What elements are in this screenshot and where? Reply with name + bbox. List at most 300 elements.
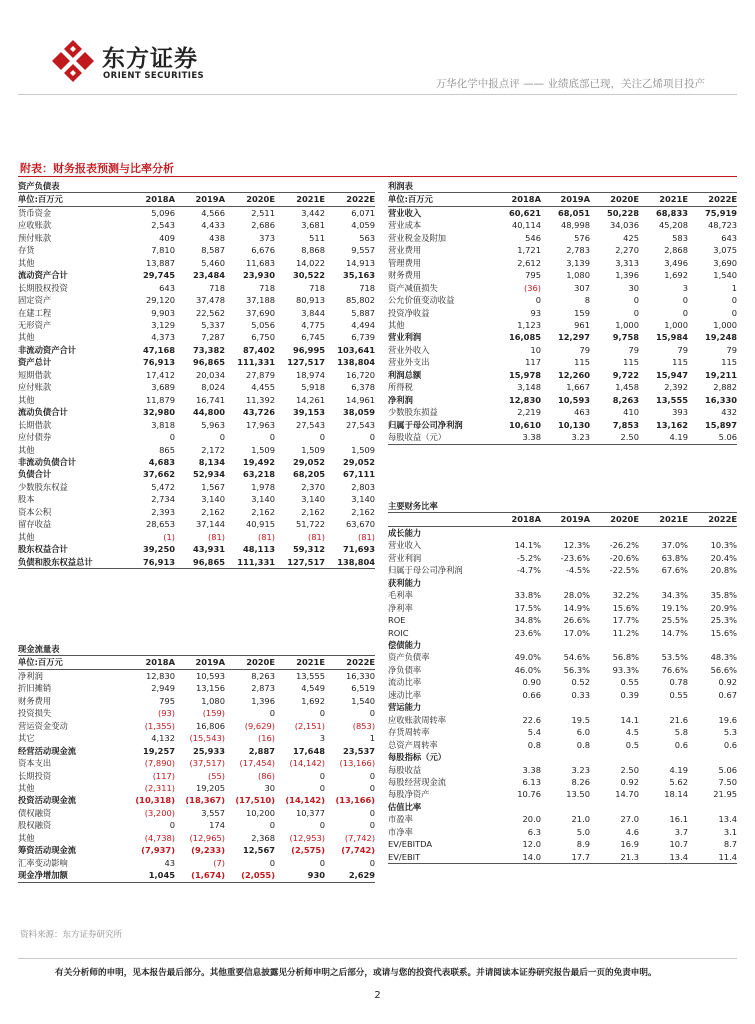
cell-value: (81) xyxy=(307,531,325,542)
cell-value: 29,120 xyxy=(145,295,175,306)
empty-cell xyxy=(492,526,541,539)
cell-value: 2,368 xyxy=(251,832,275,843)
cell-value: 1,396 xyxy=(615,270,639,281)
cell-value: 3,442 xyxy=(301,207,325,218)
cell-value: 16,806 xyxy=(195,720,225,731)
table-row xyxy=(388,294,737,306)
cell-value: 30 xyxy=(264,782,275,793)
row-label: 营业利润 xyxy=(388,332,422,343)
cell-value: 511 xyxy=(309,232,325,243)
cell-value: 40,915 xyxy=(245,519,275,530)
cell-value: 0 xyxy=(269,857,275,868)
row-label: 其他 xyxy=(18,531,35,542)
cell-value: 60,621 xyxy=(508,207,541,218)
cell-value: 80,913 xyxy=(295,295,325,306)
cell-value: 19.6 xyxy=(718,714,738,725)
row-label: 每股经营现金流 xyxy=(388,776,447,787)
cell-value: 12,830 xyxy=(145,670,175,681)
table-row xyxy=(18,807,375,819)
brand-name-cn: 东方证券 xyxy=(102,46,198,72)
row-label: 非流动资产合计 xyxy=(18,344,77,355)
cell-value: 3 xyxy=(319,733,325,744)
table-row xyxy=(18,294,375,306)
table-row xyxy=(18,444,375,456)
cell-value: -26.2% xyxy=(609,540,639,551)
row-label: 投资净收益 xyxy=(388,307,430,318)
cell-value: 47,168 xyxy=(142,344,175,355)
cell-value: 718 xyxy=(209,282,225,293)
cell-value: 5,887 xyxy=(351,307,376,318)
cell-value: 14.70 xyxy=(615,789,639,800)
row-label: 非流动负债合计 xyxy=(18,456,77,467)
group-row xyxy=(388,801,737,813)
cell-value: 4,059 xyxy=(351,220,376,231)
row-label: 固定资产 xyxy=(18,295,52,306)
cell-value: (17,454) xyxy=(239,758,275,769)
cell-value: 115 xyxy=(574,357,590,368)
row-label: 营业利润 xyxy=(388,552,422,563)
cell-value: 48.3% xyxy=(710,652,738,663)
cell-value: 0.8 xyxy=(576,739,590,750)
row-label: 营业税金及附加 xyxy=(388,232,447,243)
cell-value: 307 xyxy=(574,282,590,293)
table-row xyxy=(18,381,375,393)
cell-value: 49.0% xyxy=(514,652,541,663)
table-row xyxy=(18,394,375,406)
cell-value: 0 xyxy=(682,295,688,306)
row-label: 资产减值损失 xyxy=(388,282,438,293)
cell-value: 17,963 xyxy=(245,419,275,430)
cell-value: 0 xyxy=(369,857,376,868)
cell-value: 3.7 xyxy=(674,826,688,837)
cell-value: (7) xyxy=(213,857,225,868)
table-row xyxy=(18,244,375,256)
table-row xyxy=(18,819,375,831)
cell-value: 35,163 xyxy=(343,270,376,281)
cell-value: 25.3% xyxy=(710,615,738,626)
year-header: 2020E xyxy=(225,193,275,206)
group-row xyxy=(388,577,737,589)
cell-value: -23.6% xyxy=(560,552,590,563)
cell-value: 3,818 xyxy=(151,419,175,430)
cell-value: 10,130 xyxy=(557,419,590,430)
row-label: 营业收入 xyxy=(388,207,422,218)
cell-value: 1,000 xyxy=(713,319,738,330)
cell-value: 3,129 xyxy=(151,319,175,330)
cell-value: (7,742) xyxy=(344,832,376,843)
year-header: 2022E xyxy=(325,656,375,669)
cell-value: 0.39 xyxy=(620,689,639,700)
empty-cell xyxy=(492,639,541,651)
table-row xyxy=(18,757,375,769)
cell-value: 48,998 xyxy=(560,220,590,231)
cell-value: 39,153 xyxy=(292,407,325,418)
cell-value: 138,804 xyxy=(337,357,376,368)
income-statement-table xyxy=(388,180,737,445)
cell-value: 17,412 xyxy=(145,369,175,380)
table-row xyxy=(18,869,375,882)
empty-cell xyxy=(590,577,639,589)
group-label: 成长能力 xyxy=(388,527,422,538)
cell-value: 5.4 xyxy=(527,727,541,738)
table-row xyxy=(388,307,737,319)
cell-value: -4.7% xyxy=(516,565,541,576)
empty-cell xyxy=(492,701,541,713)
cell-value: 79 xyxy=(628,344,639,355)
cell-value: 3.1 xyxy=(723,826,738,837)
cell-value: 8,263 xyxy=(251,670,275,681)
cell-value: 14.0 xyxy=(492,851,541,864)
cell-value: 19,257 xyxy=(142,745,175,756)
cell-value: 14.1% xyxy=(514,540,541,551)
cell-value: 56.8% xyxy=(612,652,639,663)
row-label: 财务费用 xyxy=(18,695,52,706)
cell-value: 27,543 xyxy=(346,419,376,430)
table-row xyxy=(388,394,737,406)
cell-value: 0.8 xyxy=(527,739,541,750)
cell-value: 174 xyxy=(209,820,225,831)
cell-value: 17.7 xyxy=(541,851,590,864)
year-header: 2020E xyxy=(225,656,275,669)
cell-value: 15,947 xyxy=(655,369,688,380)
table-row xyxy=(18,695,375,707)
cell-value: 2,949 xyxy=(151,683,175,694)
cell-value: 5,337 xyxy=(201,319,225,330)
cell-value: 20.9% xyxy=(710,602,738,613)
table-title-row xyxy=(388,500,737,513)
row-label: 少数股东权益 xyxy=(18,481,68,492)
cell-value: (117) xyxy=(152,770,175,781)
cell-value: 0 xyxy=(535,295,541,306)
cell-value: 7,810 xyxy=(151,245,175,256)
row-label: 股权融资 xyxy=(18,820,52,831)
cell-value: 63.8% xyxy=(661,552,688,563)
cell-value: 6.13 xyxy=(522,776,541,787)
cell-value: 3,313 xyxy=(615,257,639,268)
cell-value: (159) xyxy=(202,708,225,719)
cell-value: 127,517 xyxy=(275,556,325,569)
cell-value: 1,692 xyxy=(664,270,688,281)
cell-value: 425 xyxy=(623,232,639,243)
cell-value: 71,693 xyxy=(343,544,376,555)
cell-value: 2,370 xyxy=(301,481,325,492)
cell-value: 0 xyxy=(369,432,376,443)
empty-cell xyxy=(688,526,737,539)
cell-value: 21.0 xyxy=(571,814,590,825)
table-row xyxy=(388,257,737,269)
cell-value: (15,543) xyxy=(189,733,225,744)
cell-value: 0 xyxy=(269,708,275,719)
cell-value: 13.4 xyxy=(639,851,688,864)
cell-value: 0.6 xyxy=(674,739,688,750)
cell-value: 14,913 xyxy=(346,257,376,268)
row-label: 归属于母公司净利润 xyxy=(388,565,463,576)
cell-value: 21.95 xyxy=(713,789,738,800)
cell-value: 33.8% xyxy=(514,590,541,601)
cell-value: 37,188 xyxy=(245,295,275,306)
empty-cell xyxy=(639,577,688,589)
cell-value: 409 xyxy=(159,232,175,243)
cell-value: 5,918 xyxy=(301,382,325,393)
row-label: 所得税 xyxy=(388,382,413,393)
row-label: 市净率 xyxy=(388,826,413,837)
cell-value: 23,537 xyxy=(343,745,376,756)
report-title: 万华化学中报点评 —— 业绩底部已现，关注乙烯项目投产 xyxy=(435,78,705,90)
cell-value: 9,758 xyxy=(612,332,639,343)
row-label: EV/EBIT xyxy=(388,851,492,864)
cell-value: 46.0% xyxy=(514,664,541,675)
table-row xyxy=(18,543,375,555)
table-row xyxy=(18,794,375,806)
empty-cell xyxy=(492,577,541,589)
row-label: 负债和股东权益总计 xyxy=(18,556,125,569)
table-row xyxy=(388,726,737,738)
year-header: 2022E xyxy=(688,193,737,206)
table-header-row xyxy=(388,193,737,206)
row-label: 应收账款周转率 xyxy=(388,714,447,725)
table-header-row xyxy=(388,513,737,526)
cell-value: 15,897 xyxy=(705,419,738,430)
table-row xyxy=(18,707,375,719)
cell-value: 54.6% xyxy=(563,652,590,663)
cell-value: (4,738) xyxy=(144,832,175,843)
cell-value: 2,162 xyxy=(351,506,376,517)
table-row xyxy=(388,589,737,601)
table-title: 利润表 xyxy=(388,180,737,193)
cell-value: 2,162 xyxy=(301,506,325,517)
row-label: 应收账款 xyxy=(18,220,52,231)
row-label: 投资损失 xyxy=(18,708,52,719)
cell-value: 0.5 xyxy=(625,739,639,750)
cell-value: 68,833 xyxy=(655,207,688,218)
cell-value: 10.3% xyxy=(710,540,738,551)
cell-value: 3,139 xyxy=(566,257,590,268)
cell-value: 1,692 xyxy=(301,695,325,706)
cell-value: 8.26 xyxy=(571,776,590,787)
cell-value: 0.52 xyxy=(571,677,590,688)
cell-value: 17,648 xyxy=(292,745,325,756)
page-number: 2 xyxy=(374,990,381,1001)
empty-cell xyxy=(590,751,639,763)
cell-value: 1,045 xyxy=(125,869,175,882)
table-row xyxy=(388,813,737,825)
cell-value: 12,260 xyxy=(557,369,590,380)
cell-value: 0.78 xyxy=(669,677,688,688)
cell-value: 19,248 xyxy=(705,332,738,343)
cell-value: 25.5% xyxy=(661,615,688,626)
cell-value: 76.6% xyxy=(661,664,688,675)
cell-value: 26.6% xyxy=(563,615,590,626)
cell-value: 16,085 xyxy=(508,332,541,343)
cell-value: (1,674) xyxy=(175,869,225,882)
cell-value: 16.9 xyxy=(620,839,639,850)
cell-value: (14,142) xyxy=(285,795,325,806)
cell-value: 2.50 xyxy=(620,764,639,775)
table-row xyxy=(388,788,737,800)
table-row xyxy=(18,356,375,368)
table-row xyxy=(18,720,375,732)
empty-cell xyxy=(688,751,737,763)
cell-value: 2,270 xyxy=(615,245,639,256)
cell-value: 1,123 xyxy=(517,319,541,330)
row-label: ROE xyxy=(388,615,406,626)
cell-value: 32,980 xyxy=(142,407,175,418)
cell-value: 4,373 xyxy=(151,332,175,343)
cell-value: 30 xyxy=(628,282,639,293)
cell-value: (18,367) xyxy=(185,795,225,806)
cell-value: 25,933 xyxy=(192,745,225,756)
cell-value: 2,172 xyxy=(201,444,225,455)
cell-value: 19.5 xyxy=(571,714,590,725)
header-divider xyxy=(18,94,737,95)
cell-value: 52,934 xyxy=(192,469,225,480)
table-row xyxy=(388,714,737,726)
cell-value: 2,392 xyxy=(664,382,688,393)
table-row xyxy=(18,844,375,856)
cell-value: 23,930 xyxy=(242,270,275,281)
cell-value: 0 xyxy=(731,307,738,318)
cell-value: 96,865 xyxy=(192,357,225,368)
table-row xyxy=(18,770,375,782)
cell-value: 8,587 xyxy=(201,245,225,256)
cell-value: 2.50 xyxy=(590,431,639,444)
cell-value: 45,208 xyxy=(658,220,688,231)
cell-value: 1,509 xyxy=(351,444,376,455)
table-header-row xyxy=(18,193,375,206)
table-row xyxy=(18,732,375,744)
cell-value: 20,034 xyxy=(195,369,225,380)
row-label: 应付账款 xyxy=(18,382,52,393)
cell-value: 1,458 xyxy=(615,382,639,393)
cell-value: 438 xyxy=(209,232,225,243)
cell-value: 0 xyxy=(633,295,639,306)
cell-value: 15.6% xyxy=(710,627,738,638)
cell-value: 643 xyxy=(721,232,738,243)
cell-value: 2,686 xyxy=(251,220,275,231)
cell-value: 373 xyxy=(259,232,275,243)
cell-value: 2,612 xyxy=(517,257,541,268)
group-label: 营运能力 xyxy=(388,702,422,713)
row-label: 每股收益（元） xyxy=(388,431,492,444)
cell-value: 2,219 xyxy=(517,407,541,418)
table-row xyxy=(388,564,737,576)
cell-value: 2,873 xyxy=(251,683,275,694)
cell-value: 16,720 xyxy=(346,369,376,380)
cell-value: 3.23 xyxy=(541,431,590,444)
cell-value: 93.3% xyxy=(612,664,639,675)
row-label: 管理费用 xyxy=(388,257,422,268)
cell-value: 13,162 xyxy=(655,419,688,430)
cell-value: 16,330 xyxy=(346,670,376,681)
cell-value: 50,228 xyxy=(606,207,639,218)
cell-value: 35.8% xyxy=(710,590,738,601)
cell-value: 5.06 xyxy=(718,764,738,775)
cell-value: 39,250 xyxy=(142,544,175,555)
table-row xyxy=(18,669,375,682)
table-row xyxy=(18,431,375,443)
cell-value: 28.0% xyxy=(563,590,590,601)
row-label: 毛利率 xyxy=(388,590,413,601)
cell-value: (1) xyxy=(163,531,175,542)
cell-value: 2,511 xyxy=(251,207,275,218)
row-label: 应付债券 xyxy=(18,432,52,443)
financial-ratios-table xyxy=(388,500,737,864)
cell-value: 4.6 xyxy=(625,826,639,837)
row-label: 资产总计 xyxy=(18,357,52,368)
unit-label: 单位:百万元 xyxy=(388,193,492,206)
cell-value: 6,676 xyxy=(251,245,275,256)
cell-value: 718 xyxy=(309,282,325,293)
cell-value: 63,218 xyxy=(242,469,275,480)
row-label: 筹资活动现金流 xyxy=(18,845,77,856)
cell-value: 67.6% xyxy=(661,565,688,576)
cell-value: 19.1% xyxy=(661,602,688,613)
table-row xyxy=(18,857,375,869)
cell-value: 5.0 xyxy=(576,826,590,837)
table-row xyxy=(18,219,375,231)
cell-value: 115 xyxy=(721,357,738,368)
empty-cell xyxy=(492,801,541,813)
row-label: 股东权益合计 xyxy=(18,544,68,555)
table-row xyxy=(388,282,737,294)
group-label: 偿债能力 xyxy=(388,639,422,650)
cell-value: -5.2% xyxy=(516,552,541,563)
year-header: 2019A xyxy=(175,656,225,669)
cell-value: 11,879 xyxy=(145,394,175,405)
cell-value: 17.5% xyxy=(514,602,541,613)
table-title-row xyxy=(18,643,375,656)
footer-divider xyxy=(18,958,737,959)
cell-value: 12.0 xyxy=(522,839,541,850)
table-row xyxy=(388,219,737,231)
year-header: 2018A xyxy=(125,193,175,206)
cell-value: (1,355) xyxy=(144,720,175,731)
appendix-title: 附表：财务报表预测与比率分析 xyxy=(20,162,174,175)
year-header: 2021E xyxy=(639,513,688,526)
cell-value: 1,540 xyxy=(351,695,376,706)
table-title: 主要财务比率 xyxy=(388,500,737,513)
cell-value: 11.2% xyxy=(612,627,639,638)
cell-value: 0.92 xyxy=(620,776,639,787)
cell-value: (2,055) xyxy=(225,869,275,882)
cell-value: 11,392 xyxy=(245,394,275,405)
cell-value: (12,953) xyxy=(289,832,325,843)
table-row xyxy=(18,745,375,757)
row-label: 资产负债率 xyxy=(388,652,430,663)
cell-value: 0.92 xyxy=(718,677,738,688)
cell-value: 8,868 xyxy=(301,245,325,256)
cell-value: 37,144 xyxy=(195,519,225,530)
cell-value: 393 xyxy=(672,407,688,418)
cell-value: 432 xyxy=(721,407,738,418)
row-label: 流动比率 xyxy=(388,677,422,688)
row-label: 其他 xyxy=(18,332,35,343)
table-row xyxy=(388,838,737,850)
row-label: 其他 xyxy=(18,832,35,843)
cell-value: 3,689 xyxy=(151,382,175,393)
empty-cell xyxy=(541,577,590,589)
empty-cell xyxy=(541,639,590,651)
cell-value: (93) xyxy=(157,708,175,719)
cell-value: 0.55 xyxy=(669,689,688,700)
cell-value: 3,148 xyxy=(517,382,541,393)
cell-value: 4,455 xyxy=(251,382,275,393)
cell-value: 3,075 xyxy=(713,245,738,256)
cell-value: (7,742) xyxy=(341,845,376,856)
table-row xyxy=(388,552,737,564)
year-header: 2022E xyxy=(688,513,737,526)
cell-value: 5,963 xyxy=(201,419,225,430)
